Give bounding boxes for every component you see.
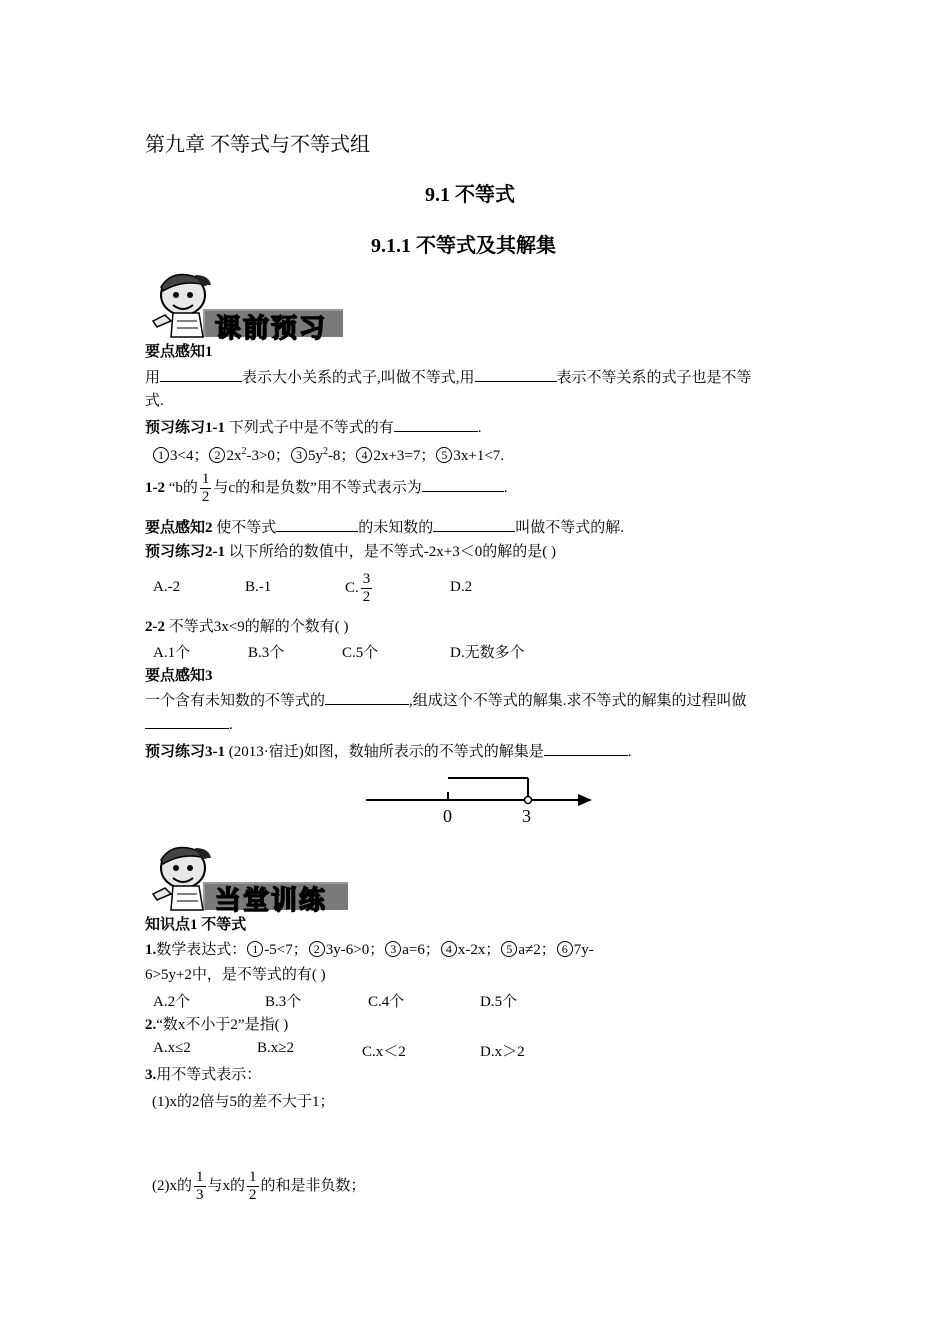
circle-5: 5 [501,941,517,957]
ex11-item-2b: -3>0； [246,448,290,464]
ex12-label: 1-2 [145,480,165,496]
ex22-opt-d: D.无数多个 [450,645,525,661]
kp1-blank-1 [160,367,242,382]
label-three: 3 [522,806,531,826]
circle-1: 1 [153,447,169,463]
ex12-line [145,468,508,508]
q2-opt-d: D.x＞2 [480,1044,525,1060]
q1-opt-d: D.5个 [480,994,518,1010]
kp1-text-a: 用 [145,370,161,386]
kp1-text-d: 式. [145,393,164,409]
q3-part1: (1)x的2倍与5的差不大于1； [152,1094,335,1110]
chapter-title: 第九章 不等式与不等式组 [145,134,370,156]
banner-classwork [143,838,348,914]
ex11-label: 预习练习1-1 [145,420,225,436]
q1-item-3: a=6； [402,942,440,958]
ex21-opt-b: B.-1 [245,579,272,595]
kp2-text-b: 的未知数的 [358,520,434,536]
circle-4: 4 [441,941,457,957]
kp3-text-b: ,组成这个不等式的解集.求不等式的解集的过程叫做 [409,693,747,709]
fraction-one-half: $\frac{1}{2}$ [201,471,210,506]
kp3-blank-1 [325,690,409,705]
q1-item-1: -5<7； [264,942,308,958]
arrow-icon [578,794,592,806]
ex31-line [145,741,632,762]
q3-part2-c: 的和是非负数； [260,1178,366,1194]
q3-part2-b: 与x的 [207,1178,246,1194]
ex11-item-2-exp: 2 [241,446,247,457]
q1-opt-b: B.3个 [265,994,302,1010]
ex22-label: 2-2 [145,619,165,635]
banner-preview [143,265,348,344]
ex11-blank [394,417,478,432]
ex22-opt-a: A.1个 [153,645,191,661]
ex31-text: (2013·宿迁)如图，数轴所表示的不等式的解集是 [225,744,544,760]
q1-text-b: 6>5y+2中，是不等式的有( ) [145,967,326,983]
ex31-label: 预习练习3-1 [145,744,225,760]
q2-opt-a: A.x≤2 [153,1040,191,1056]
kp3-heading: 要点感知3 [145,668,213,684]
q1-line1 [145,940,594,960]
banner-preview-text: 课前预习 [215,314,328,344]
ex11-item-3b: -8； [327,448,356,464]
ex12-blank [422,477,504,492]
circle-5: 5 [436,447,452,463]
q1-opt-a: A.2个 [153,994,191,1010]
circle-2: 2 [309,941,325,957]
ex12-text-a: “b的 [165,480,198,496]
open-circle-icon [525,797,532,804]
q1-item-6: 7y- [573,942,594,958]
kp1-text-b: 表示大小关系的式子,叫做不等式,用 [242,370,475,386]
ex11-text: 下列式子中是不等式的有 [225,420,394,436]
circle-1: 1 [247,941,263,957]
q2-text: “数x不小于2”是指( ) [156,1017,289,1033]
ex21-label: 预习练习2-1 [145,544,225,560]
q1-item-4: x-2x； [457,942,501,958]
q2-line [145,1015,288,1035]
ex21-opt-c: C. $\frac{3}{2}$ [345,571,371,606]
banner-classwork-text: 当堂训练 [215,886,328,916]
ex11-item-1: 3<4； [170,448,209,464]
circle-3: 3 [291,447,307,463]
kp1-heading: 要点感知1 [145,344,213,360]
ex12-text-b: 与c的和是负数”用不等式表示为 [213,480,422,496]
ex21-opt-d: D.2 [450,579,473,595]
q3-text: 用不等式表示： [156,1067,262,1083]
ex22-line [145,617,348,637]
circle-2: 2 [209,447,225,463]
circle-3: 3 [385,941,401,957]
circle-6: 6 [557,941,573,957]
ex22-text: 不等式3x<9的解的个数有( ) [165,619,349,635]
kp1-line1 [145,367,752,388]
q3-part2 [152,1162,366,1210]
kp2-blank-1 [276,517,358,532]
fraction-one-third: $\frac{1}{3}$ [196,1169,204,1204]
ex11-item-3a: 5y [307,448,323,464]
section-title: 9.1 不等式 [425,184,515,206]
ex21-text: 以下所给的数值中，是不等式-2x+3＜0的解的是( ) [225,544,556,560]
kp2-text-c: 叫做不等式的解. [515,520,625,536]
q1-item-2: 3y-6>0； [325,942,385,958]
ex11-end: . [477,420,482,436]
ex31-end: . [627,744,632,760]
ex21-opt-a: A.-2 [153,579,181,595]
fraction-three-halves: $\frac{3}{2}$ [362,571,371,606]
kp2-blank-2 [433,517,515,532]
kpt1-heading: 知识点1 不等式 [145,917,247,933]
ex11-item-3-exp: 2 [322,446,328,457]
ex21-line [145,542,556,562]
ex31-blank [544,741,628,756]
q2-num: 2. [145,1017,157,1033]
kp1-text-c: 表示不等关系的式子也是不等 [556,370,752,386]
kp3-line2 [145,714,233,735]
ex11-item-4: 2x+3=7； [373,448,436,464]
q1-num: 1. [145,942,157,958]
ex22-opt-c: C.5个 [342,645,379,661]
q2-opt-b: B.x≥2 [257,1040,294,1056]
q3-num: 3. [145,1067,157,1083]
kp2-text-a: 使不等式 [212,520,277,536]
kp1-blank-2 [475,367,557,382]
ex22-opt-b: B.3个 [248,645,285,661]
ex11-line [145,417,482,438]
ex11-item-2a: 2x [226,448,242,464]
fraction-one-half: $\frac{1}{2}$ [249,1169,257,1204]
circle-4: 4 [356,447,372,463]
number-line [360,772,600,832]
q1-opt-c: C.4个 [368,994,405,1010]
kp2-heading: 要点感知2 [145,520,213,536]
kp3-blank-2 [145,714,229,729]
q3-line [145,1065,261,1085]
ex11-items [152,442,504,466]
kp3-text-a: 一个含有未知数的不等式的 [145,693,326,709]
ex11-item-5: 3x+1<7. [453,448,505,464]
subsection-title: 9.1.1 不等式及其解集 [371,235,556,257]
kp2-line [145,517,624,538]
kp3-line1 [145,690,747,711]
q3-part2-a: (2)x的 [152,1178,192,1194]
kp3-end: . [229,717,233,733]
q1-text-a: 数学表达式： [156,942,247,958]
ex12-end: . [503,480,508,496]
label-zero: 0 [443,806,452,826]
q1-item-5: a≠2； [518,942,556,958]
q2-opt-c: C.x＜2 [362,1044,406,1060]
